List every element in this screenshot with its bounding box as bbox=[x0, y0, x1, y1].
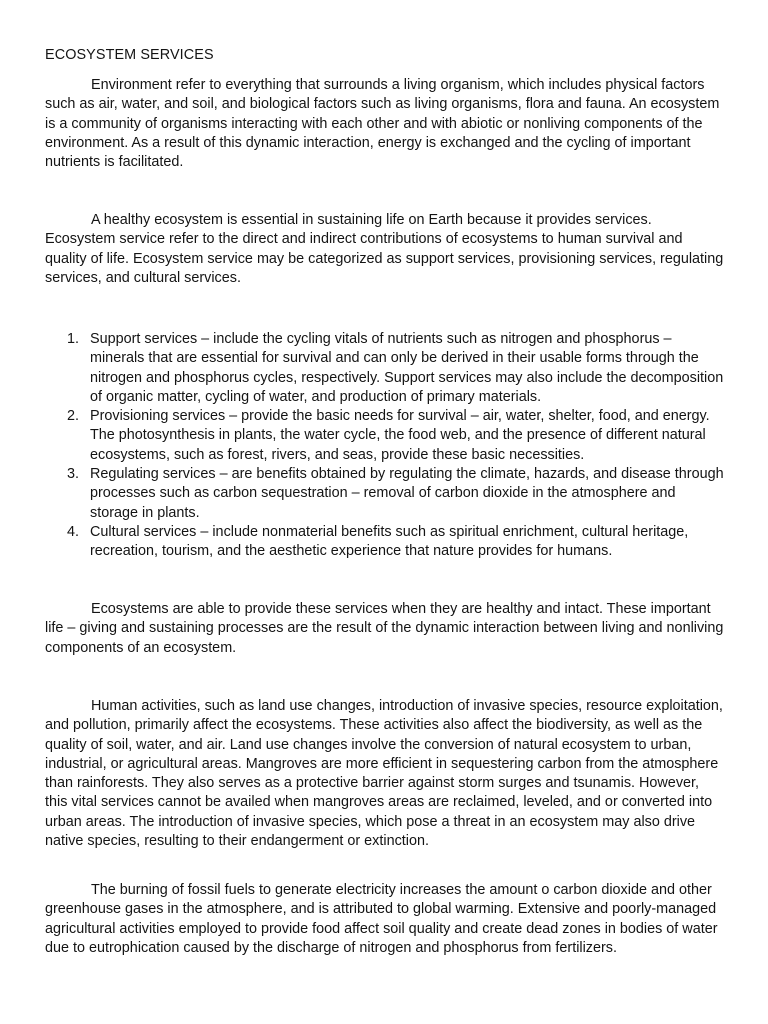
list-item bbox=[45, 523, 724, 562]
ecosystem-services-list bbox=[45, 330, 724, 562]
list-item bbox=[45, 465, 724, 523]
paragraph-healthy-ecosystem: A healthy ecosystem is essential in sustaining life on Earth because it provides services. Ecosystem service refer to the direct and indirect contributions of ecosystems to human survival and quality of life. Ecosystem service may be categorized as support services, provisioning services, regulating services, and cultural services. bbox=[45, 212, 724, 286]
paragraph-healthy-intact: Ecosystems are able to provide these services when they are healthy and intact. These important life – giving and sustaining processes are the result of the dynamic interaction between living and nonliving components of an ecosystem. bbox=[45, 601, 724, 656]
document-title: ECOSYSTEM SERVICES bbox=[45, 47, 214, 63]
list-item-text: Cultural services – include nonmaterial benefits such as spiritual enrichment, cultural heritage, recreation, tourism, and the aesthetic experience that nature provides for humans. bbox=[90, 523, 689, 560]
list-item bbox=[45, 330, 724, 407]
list-item-number: 2. bbox=[67, 408, 80, 425]
list-item-text: Support services – include the cycling vitals of nutrients such as nitrogen and phosphorus – minerals that are essential for survival and can only be derived in their usable forms through the nitrogen and phosphorus cycles, respectively. Support services may also include the decomposition of organic matter, cycling of water, and production of primary materials. bbox=[90, 331, 724, 405]
list-item-number: 4. bbox=[67, 523, 80, 540]
list-item-text: Provisioning services – provide the basic needs for survival – air, water, shelter, food, and energy. The photosynthesis in plants, the water cycle, the food web, and the presence of different natural ecosystems, such as forest, rivers, and seas, provide these basic necessities. bbox=[90, 408, 710, 463]
paragraph-human-activities: Human activities, such as land use changes, introduction of invasive species, resource exploitation, and pollution, primarily affect the ecosystems. These activities also affect the biodiversity, as well as the quality of soil, water, and air. Land use changes involve the conversion of natural ecosystem to urban, industrial, or agricultural areas. Mangroves are more efficient in sequestering carbon from the atmosphere than rainforests. They also serves as a protective barrier against storm surges and tsunamis. However, this vital services cannot be availed when mangroves areas are reclaimed, leveled, and or converted into urban areas. The introduction of invasive species, which pose a threat in an ecosystem may also drive native species, resulting to their endangerment or extinction. bbox=[45, 698, 723, 850]
list-item-number: 1. bbox=[67, 331, 80, 347]
paragraph-environment: Environment refer to everything that surrounds a living organism, which includes physical factors such as air, water, and soil, and biological factors such as living organisms, flora and fauna. An ecosystem is a community of organisms interacting with each other and with abiotic or nonliving components of the environment. As a result of this dynamic interaction, energy is exchanged and the cycling of important nutrients is facilitated. bbox=[45, 77, 720, 171]
list-item-number: 3. bbox=[67, 466, 80, 483]
list-item bbox=[45, 407, 724, 465]
list-item-text: Regulating services – are benefits obtained by regulating the climate, hazards, and disease through processes such as carbon sequestration – removal of carbon dioxide in the atmosphere and storage in plants. bbox=[90, 466, 724, 521]
paragraph-fossil-fuels: The burning of fossil fuels to generate electricity increases the amount o carbon dioxide and other greenhouse gases in the atmosphere, and is attributed to global warming. Extensive and poorly-managed agricultural activities employed to provide food affect soil quality and create dead zones in bodies of water due to eutrophication caused by the discharge of nitrogen and phosphorus from fertilizers. bbox=[45, 882, 718, 956]
